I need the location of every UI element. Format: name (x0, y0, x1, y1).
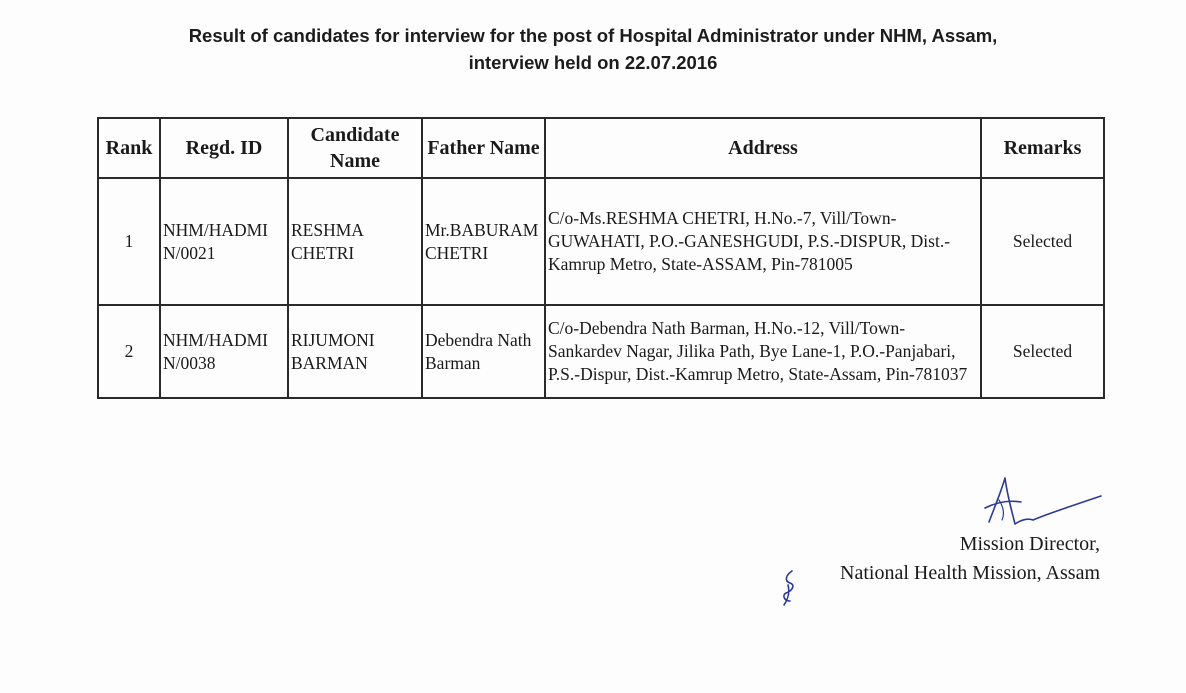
cell-regd-id: NHM/HADMIN/0021 (160, 178, 288, 305)
header-candidate-name: Candidate Name (288, 118, 422, 178)
cell-candidate-name: RIJUMONI BARMAN (288, 305, 422, 398)
cell-remarks: Selected (981, 178, 1104, 305)
cell-father-name: Debendra Nath Barman (422, 305, 545, 398)
title-line-1: Result of candidates for interview for the post of Hospital Administrator under NHM, Assam, (188, 25, 998, 46)
cell-regd-id: NHM/HADMIN/0038 (160, 305, 288, 398)
header-address: Address (545, 118, 981, 178)
header-remarks: Remarks (981, 118, 1104, 178)
results-table (97, 117, 1105, 399)
signatory-block (840, 530, 1100, 588)
cell-address: C/o-Ms.RESHMA CHETRI, H.No.-7, Vill/Town-GUWAHATI, P.O.-GANESHGUDI, P.S.-DISPUR, Dist.-Kamrup Metro, State-ASSAM, Pin-781005 (545, 178, 981, 305)
header-father-name: Father Name (422, 118, 545, 178)
cell-rank: 2 (98, 305, 160, 398)
header-regd-id: Regd. ID (160, 118, 288, 178)
cell-rank: 1 (98, 178, 160, 305)
signatory-designation: Mission Director, (959, 533, 1100, 555)
table-row (98, 178, 1104, 305)
cell-remarks: Selected (981, 305, 1104, 398)
cell-father-name: Mr.BABURAM CHETRI (422, 178, 545, 305)
header-rank: Rank (98, 118, 160, 178)
table-header-row (98, 118, 1104, 178)
cell-address: C/o-Debendra Nath Barman, H.No.-12, Vill/Town-Sankardev Nagar, Jilika Path, Bye Lane-1, P.O.-Panjabari, P.S.-Dispur, Dist.-Kamrup Metro, State-Assam, Pin-781037 (545, 305, 981, 398)
table-row (98, 305, 1104, 398)
title-line-2: interview held on 22.07.2016 (468, 52, 718, 73)
cell-candidate-name: RESHMA CHETRI (288, 178, 422, 305)
initial-mark-icon (778, 567, 804, 607)
signatory-organization: National Health Mission, Assam (840, 562, 1100, 584)
document-title (0, 22, 1186, 76)
